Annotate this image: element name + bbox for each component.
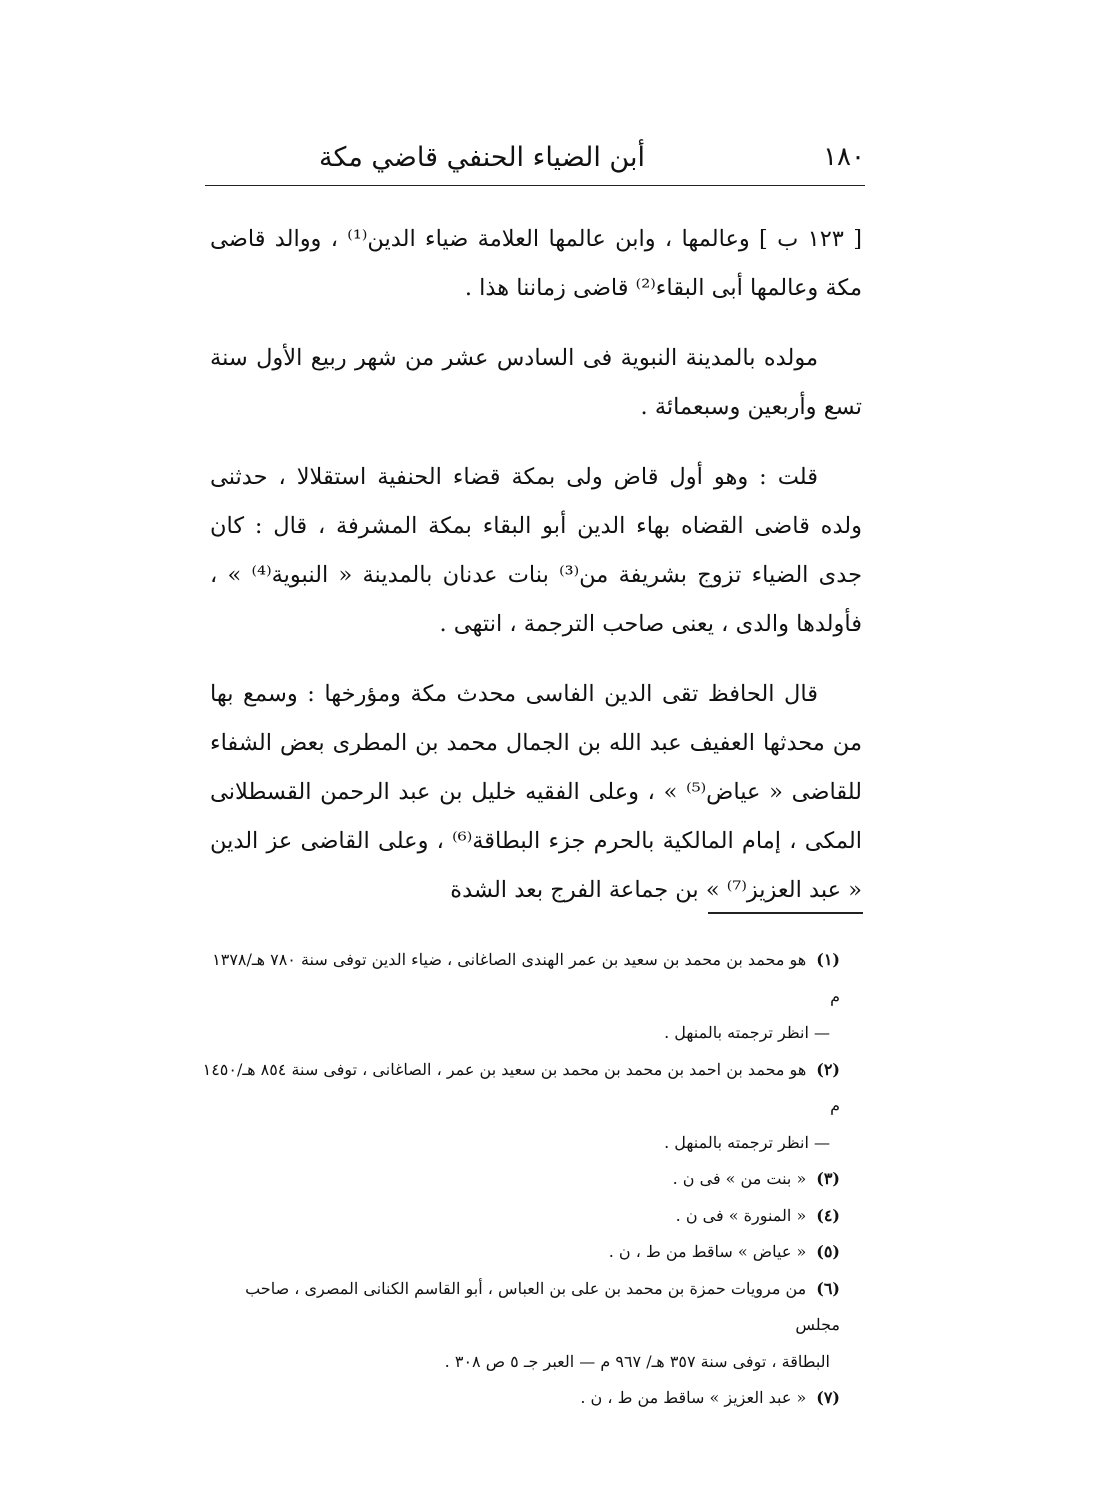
footnote-continuation: البطاقة ، توفى سنة ٣٥٧ هـ/ ٩٦٧ م — العبر جـ ٥ ص ٣٠٨ . xyxy=(444,1351,830,1371)
main-text xyxy=(210,215,862,936)
footnote-continuation: — انظر ترجمته بالمنهل . xyxy=(664,1023,830,1042)
page-number: ١٨٠ xyxy=(823,142,865,172)
footnote-number: (٦) xyxy=(816,1278,840,1298)
footnote xyxy=(200,942,840,1015)
footnote xyxy=(200,1380,840,1417)
footnote-divider xyxy=(708,912,863,914)
footnote-number: (٤) xyxy=(816,1205,840,1225)
footnote-text: « بنت من » فى ن . xyxy=(672,1169,807,1188)
footnote-text: « عبد العزيز » ساقط من ط ، ن . xyxy=(580,1388,807,1407)
running-title: أبن الضياء الحنفي قاضي مكة xyxy=(319,142,645,173)
footnote-number: (٧) xyxy=(816,1388,840,1407)
footnote-text: هو محمد بن محمد بن سعيد بن عمر الهندى الصاغانى ، ضياء الدين توفى سنة ٧٨٠ هـ/١٣٧٨ م xyxy=(212,950,840,1006)
footnote xyxy=(200,1161,840,1198)
footnote xyxy=(200,1234,840,1271)
footnote-number: (١) xyxy=(816,950,840,969)
footnote-number: (٥) xyxy=(816,1242,840,1261)
footnote-text: هو محمد بن احمد بن محمد بن محمد بن سعيد بن عمر ، الصاغانى ، توفى سنة ٨٥٤ هـ/١٤٥٠ م xyxy=(202,1059,840,1115)
paragraph: [ ١٢٣ ب ] وعالمها ، وابن عالمها العلامة ضياء الدين⁽¹⁾ ، ووالد قاضى مكة وعالمها أبى البقاء⁽²⁾ قاضى زماننا هذا . xyxy=(210,226,862,301)
footnote xyxy=(200,1052,840,1125)
footnotes xyxy=(200,942,840,1417)
paragraph: قال الحافظ تقى الدين الفاسى محدث مكة ومؤرخها : وسمع بها من محدثها العفيف عبد الله بن الجمال محمد بن المطرى بعض الشفاء للقاضى « عياض⁽⁵⁾ » ، وعلى الفقيه خليل بن عبد الرحمن القسطلانى المكى ، إمام المالكية بالحرم جزء البطاقة⁽⁶⁾ ، وعلى القاضى عز الدين « عبد العزيز⁽⁷⁾ » بن جماعة الفرج بعد الشدة xyxy=(210,681,863,903)
footnote-text: « المنورة » فى ن . xyxy=(675,1205,807,1225)
footnote xyxy=(200,1271,840,1344)
footnote-continuation: — انظر ترجمته بالمنهل . xyxy=(664,1132,830,1152)
footnote-text: من مرويات حمزة بن محمد بن على بن العباس ، أبو القاسم الكنانى المصرى ، صاحب مجلس xyxy=(245,1278,840,1334)
footnote-number: (٣) xyxy=(816,1169,840,1188)
footnote-number: (٢) xyxy=(816,1059,840,1079)
footnote-text: « عياض » ساقط من ط ، ن . xyxy=(608,1242,807,1261)
header-divider xyxy=(205,185,865,186)
paragraph: مولده بالمدينة النبوية فى السادس عشر من شهر ربيع الأول سنة تسع وأربعين وسبعمائة . xyxy=(210,345,862,420)
running-head xyxy=(205,138,865,184)
footnote xyxy=(200,1198,840,1235)
paragraph: قلت : وهو أول قاض ولى بمكة قضاء الحنفية استقلالا ، حدثنى ولده قاضى القضاه بهاء الدين أبو البقاء بمكة المشرفة ، قال : كان جدى الضياء تزوج بشريفة من⁽³⁾ بنات عدنان بالمدينة « النبوية⁽⁴⁾ » ، فأولدها والدى ، يعنى صاحب الترجمة ، انتهى . xyxy=(210,464,863,637)
